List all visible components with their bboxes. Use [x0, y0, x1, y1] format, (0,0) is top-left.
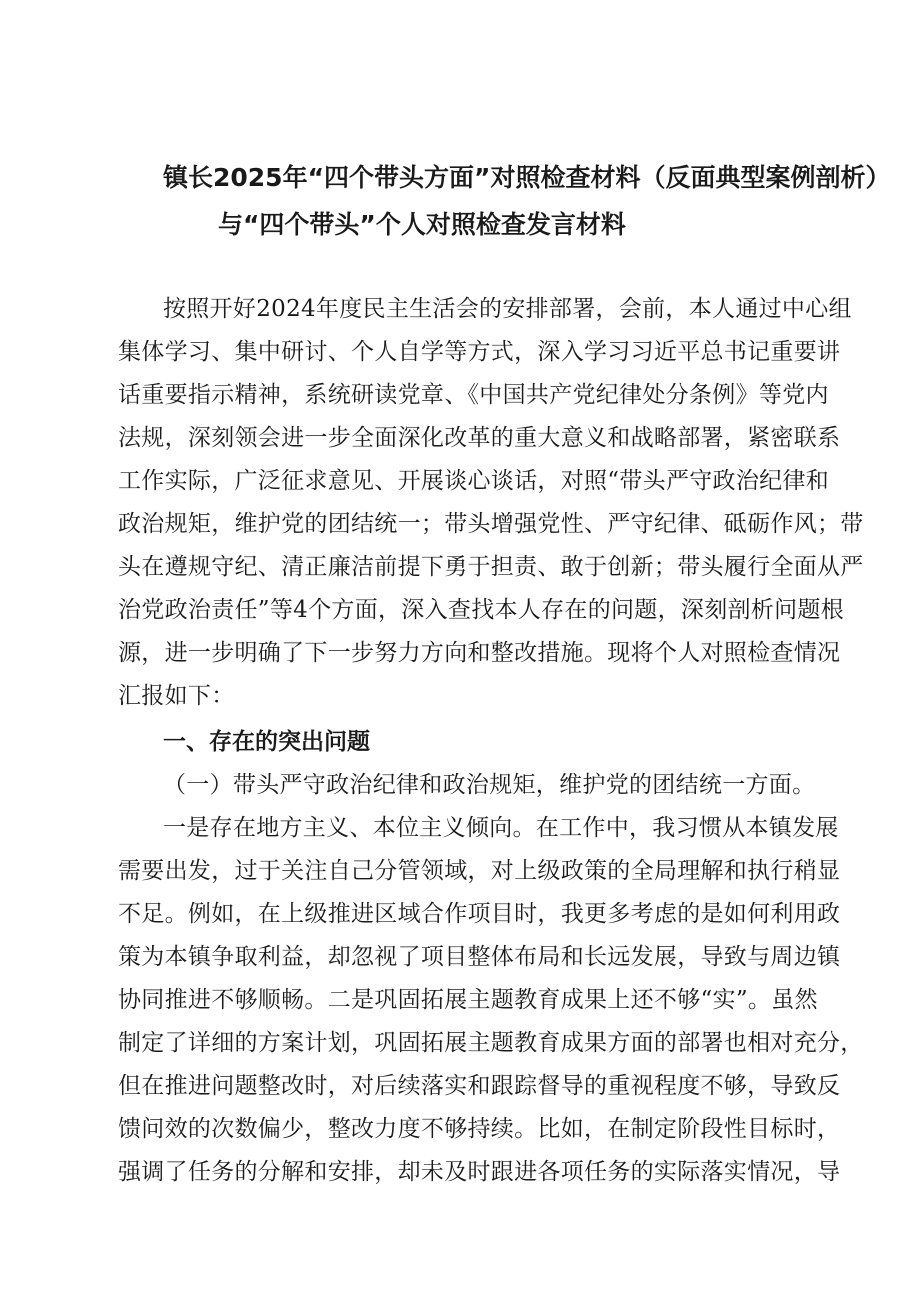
intro-paragraph-line: 源，进一步明确了下一步努力方向和整改措施。现将个人对照检查情况: [118, 640, 841, 666]
body-paragraph-line: 需要出发，过于关注自己分管领域，对上级政策的全局理解和执行稍显: [118, 858, 841, 884]
body-paragraph-line: 强调了任务的分解和安排，却未及时跟进各项任务的实际落实情况，导: [118, 1159, 841, 1185]
intro-paragraph-line: 按照开好2024年度民主生活会的安排部署，会前，本人通过中心组: [163, 296, 852, 322]
intro-paragraph-line: 政治规矩，维护党的团结统一；带头增强党性、严守纪律、砥砺作风；带: [118, 511, 864, 537]
intro-paragraph-line: 话重要指示精神，系统研读党章、《中国共产党纪律处分条例》等党内: [118, 382, 829, 408]
intro-paragraph-line: 治党政治责任”等4个方面，深入查找本人存在的问题，深刻剖析问题根: [118, 597, 844, 623]
body-paragraph-line: 但在推进问题整改时，对后续落实和跟踪督导的重视程度不够，导致反: [118, 1073, 841, 1099]
body-paragraph-line: 馈问效的次数偏少，整改力度不够持续。比如，在制定阶段性目标时，: [118, 1116, 841, 1142]
document-title-line-1: 镇长2025年“四个带头方面”对照检查材料（反面典型案例剖析）: [163, 163, 891, 192]
body-paragraph-line: 策为本镇争取利益，却忽视了项目整体布局和长远发展，导致与周边镇: [118, 944, 841, 970]
body-paragraph-line: 一是存在地方主义、本位主义倾向。在工作中，我习惯从本镇发展: [163, 815, 839, 841]
body-paragraph-line: 制定了详细的方案计划，巩固拓展主题教育成果方面的部署也相对充分，: [118, 1030, 864, 1056]
intro-paragraph-line: 汇报如下：: [118, 683, 235, 709]
intro-paragraph-line: 集体学习、集中研讨、个人自学等方式，深入学习习近平总书记重要讲: [118, 339, 841, 365]
document-title-line-2: 与“四个带头”个人对照检查发言材料: [218, 210, 626, 239]
subsection-heading: （一）带头严守政治纪律和政治规矩，维护党的团结统一方面。: [163, 772, 816, 798]
body-paragraph-line: 协同推进不够顺畅。二是巩固拓展主题教育成果上还不够“实”。虽然: [118, 987, 818, 1013]
intro-paragraph-line: 头在遵规守纪、清正廉洁前提下勇于担责、敢于创新；带头履行全面从严: [118, 554, 864, 580]
intro-paragraph-line: 法规，深刻领会进一步全面深化改革的重大意义和战略部署，紧密联系: [118, 425, 841, 451]
intro-paragraph-line: 工作实际，广泛征求意见、开展谈心谈话，对照“带头严守政治纪律和: [118, 468, 830, 494]
section-heading: 一、存在的突出问题: [163, 729, 370, 755]
body-paragraph-line: 不足。例如，在上级推进区域合作项目时，我更多考虑的是如何利用政: [118, 901, 841, 927]
